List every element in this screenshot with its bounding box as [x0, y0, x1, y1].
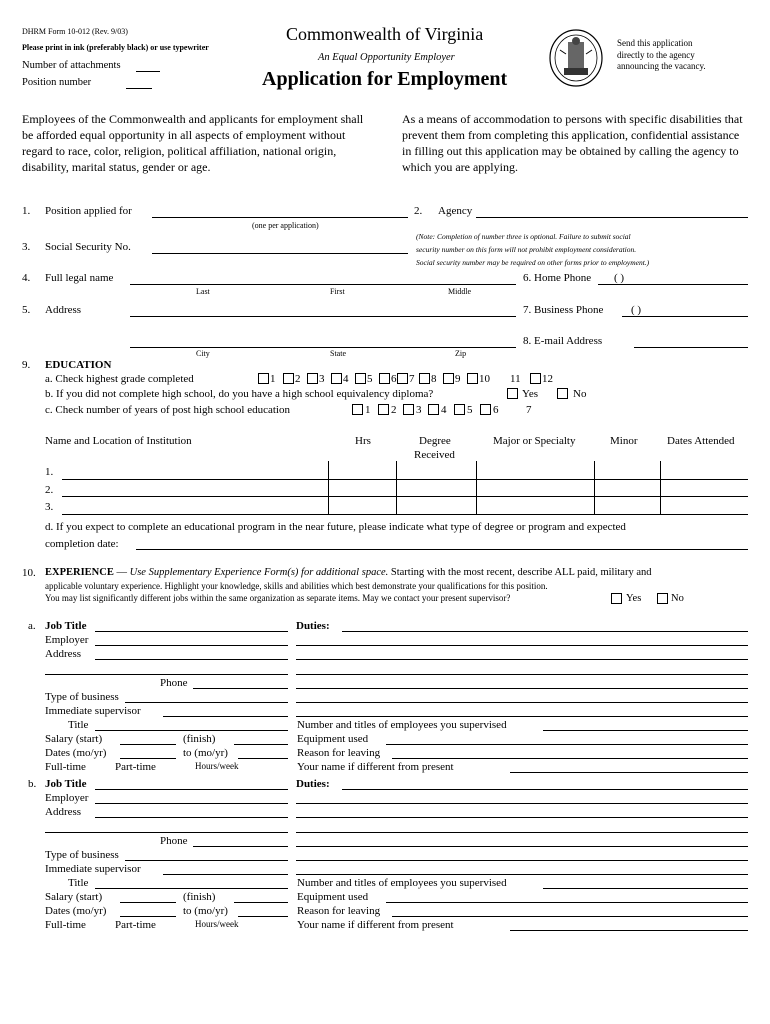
- years-3-checkbox[interactable]: [403, 404, 414, 415]
- attachments-field[interactable]: [136, 71, 160, 72]
- education-heading: EDUCATION: [45, 359, 112, 371]
- grade-8-label: 8: [431, 373, 437, 385]
- ged-yes-checkbox[interactable]: [507, 388, 518, 399]
- job-b-number-titles-label: Number and titles of employees you supervised: [297, 877, 507, 889]
- position-number-label: Position number: [22, 77, 92, 88]
- completion-field[interactable]: [136, 549, 748, 550]
- job-a-employer-label: Employer: [45, 634, 89, 646]
- grade-3-label: 3: [319, 373, 325, 385]
- job-a-duties-line-7[interactable]: [296, 716, 748, 717]
- grade-7-checkbox[interactable]: [397, 373, 408, 384]
- form-id: DHRM Form 10-012 (Rev. 9/03): [22, 27, 128, 36]
- job-b-salary-field[interactable]: [120, 902, 176, 903]
- job-b-duties-line-4[interactable]: [296, 832, 748, 833]
- q5-number: 5.: [22, 304, 31, 316]
- virginia-seal-icon: [548, 28, 604, 88]
- col-dates: Dates Attended: [667, 435, 735, 447]
- job-b-duties-line-6[interactable]: [296, 860, 748, 861]
- grade-4-checkbox[interactable]: [331, 373, 342, 384]
- job-a-duties-line-2[interactable]: [296, 645, 748, 646]
- job-b-type-label: Type of business: [45, 849, 119, 861]
- job-b-fulltime-label: Full-time: [45, 919, 86, 931]
- edu-divider-4: [594, 461, 595, 514]
- job-a-employer-field[interactable]: [95, 645, 288, 646]
- job-b-employer-field[interactable]: [95, 803, 288, 804]
- legal-name-label: Full legal name: [45, 272, 114, 284]
- job-b-address-field[interactable]: [95, 817, 288, 818]
- job-b-to-field[interactable]: [238, 916, 288, 917]
- job-a-job-title-label: Job Title: [45, 620, 87, 632]
- grade-11-label: 11: [510, 373, 521, 385]
- email-field[interactable]: [634, 347, 748, 348]
- col-major: Major or Specialty: [493, 435, 576, 447]
- job-b-finish-field[interactable]: [234, 902, 288, 903]
- job-a-number-titles-label: Number and titles of employees you supervised: [297, 719, 507, 731]
- address-field[interactable]: [130, 316, 516, 317]
- edu-divider-1: [328, 461, 329, 514]
- job-a-to-label: to (mo/yr): [183, 747, 228, 759]
- job-b-supervisor-label: Immediate supervisor: [45, 863, 141, 875]
- q9-number: 9.: [22, 359, 31, 371]
- job-a-equipment-label: Equipment used: [297, 733, 369, 745]
- send-note: [617, 38, 706, 73]
- legal-name-field[interactable]: [130, 284, 516, 285]
- job-b-duties-line-3[interactable]: [296, 817, 748, 818]
- col-degree: Degree: [419, 435, 451, 447]
- grade-12-label: 12: [542, 373, 553, 385]
- years-4-label: 4: [441, 404, 447, 416]
- years-7-label: 7: [526, 404, 532, 416]
- job-a-dates-field[interactable]: [120, 758, 176, 759]
- years-4-checkbox[interactable]: [428, 404, 439, 415]
- form-title: Application for Employment: [262, 68, 508, 90]
- ssn-note-line-1: (Note: Completion of number three is optional. Failure to submit social: [416, 232, 631, 241]
- job-a-letter: a.: [28, 620, 36, 632]
- q1-number: 1.: [22, 205, 31, 217]
- send-note-line-2: directly to the agency: [617, 49, 695, 60]
- job-b-equipment-field[interactable]: [386, 902, 748, 903]
- state-caption: State: [330, 349, 346, 358]
- grade-8-checkbox[interactable]: [419, 373, 430, 384]
- position-label: Position applied for: [45, 205, 132, 217]
- years-3-label: 3: [416, 404, 422, 416]
- education-a-label: a. Check highest grade completed: [45, 373, 194, 385]
- home-phone-field[interactable]: [598, 284, 748, 285]
- job-a-supervisor-label: Immediate supervisor: [45, 705, 141, 717]
- years-2-checkbox[interactable]: [378, 404, 389, 415]
- job-a-duties-line-3[interactable]: [296, 659, 748, 660]
- last-name-caption: Last: [196, 287, 210, 296]
- job-a-type-field[interactable]: [125, 702, 288, 703]
- job-a-duties-label: Duties:: [296, 620, 330, 632]
- job-a-your-name-label: Your name if different from present: [297, 761, 454, 773]
- job-b-address-field-2[interactable]: [45, 832, 288, 833]
- edu-row-3-number: 3.: [45, 501, 54, 513]
- ssn-note-line-3: Social security number may be required on other forms prior to employment.): [416, 258, 650, 267]
- education-b-label: b. If you did not complete high school, do you have a high school equivalency diploma?: [45, 388, 434, 400]
- contact-no-checkbox[interactable]: [657, 593, 668, 604]
- send-note-line-1: Send this application: [617, 38, 693, 48]
- years-2-label: 2: [391, 404, 397, 416]
- edu-row-1-line[interactable]: [62, 479, 748, 480]
- job-a-address-field-2[interactable]: [45, 674, 288, 675]
- agency-field[interactable]: [476, 217, 748, 218]
- job-a-parttime-label: Part-time: [115, 761, 156, 773]
- education-c-label: c. Check number of years of post high school education: [45, 404, 290, 416]
- job-a-title-label: Title: [68, 719, 89, 731]
- job-b-duties-line-2[interactable]: [296, 803, 748, 804]
- job-b-employer-label: Employer: [45, 792, 89, 804]
- job-b-number-titles-field[interactable]: [543, 888, 748, 889]
- job-a-duties-field[interactable]: [342, 631, 748, 632]
- grade-7-label: 7: [409, 373, 415, 385]
- grade-5-checkbox[interactable]: [355, 373, 366, 384]
- job-b-job-title-label: Job Title: [45, 778, 87, 790]
- job-a-dates-label: Dates (mo/yr): [45, 747, 107, 759]
- q4-number: 4.: [22, 272, 31, 284]
- grade-1-label: 1: [270, 373, 276, 385]
- col-hrs: Hrs: [355, 435, 371, 447]
- job-a-duties-line-4[interactable]: [296, 674, 748, 675]
- grade-6-checkbox[interactable]: [379, 373, 390, 384]
- job-b-reason-field[interactable]: [392, 916, 748, 917]
- position-field[interactable]: [152, 217, 408, 218]
- edu-row-3-line[interactable]: [62, 514, 748, 515]
- years-6-label: 6: [493, 404, 499, 416]
- grade-9-label: 9: [455, 373, 461, 385]
- agency-label: Agency: [438, 205, 473, 217]
- job-b-duties-line-5[interactable]: [296, 846, 748, 847]
- grade-9-checkbox[interactable]: [443, 373, 454, 384]
- send-note-line-3: announcing the vacancy.: [617, 61, 706, 71]
- job-a-address-label: Address: [45, 648, 82, 660]
- grade-2-checkbox[interactable]: [283, 373, 294, 384]
- job-b-dates-field[interactable]: [120, 916, 176, 917]
- job-b-duties-line-7[interactable]: [296, 874, 748, 875]
- grade-1-checkbox[interactable]: [258, 373, 269, 384]
- contact-no-label: No: [671, 593, 684, 604]
- job-b-duties-label: Duties:: [296, 778, 330, 790]
- q2-number: 2.: [414, 205, 423, 217]
- job-a-finish-field[interactable]: [234, 744, 288, 745]
- edu-divider-3: [476, 461, 477, 514]
- job-b-type-field[interactable]: [125, 860, 288, 861]
- education-d-label: d. If you expect to complete an educational program in the near future, please indicate what type of degree or program and expected: [45, 521, 626, 533]
- job-b-supervisor-field[interactable]: [163, 874, 288, 875]
- job-a-finish-label: (finish): [183, 733, 216, 745]
- experience-line-2: applicable voluntary experience. Highlight your knowledge, skills and abilities which best demonstrate your qualifications for this position.: [45, 581, 548, 591]
- years-5-label: 5: [467, 404, 473, 416]
- edu-row-2-number: 2.: [45, 484, 54, 496]
- first-name-caption: First: [330, 287, 345, 296]
- grade-2-label: 2: [295, 373, 301, 385]
- contact-yes-label: Yes: [626, 593, 642, 604]
- grade-10-checkbox[interactable]: [467, 373, 478, 384]
- experience-note: Use Supplementary Experience Form(s) for additional space.: [129, 567, 389, 578]
- col-received: Received: [414, 449, 455, 461]
- experience-heading: EXPERIENCE: [45, 567, 114, 578]
- business-phone-area: ( ): [631, 304, 642, 316]
- job-b-parttime-label: Part-time: [115, 919, 156, 931]
- q10-number: 10.: [22, 567, 36, 579]
- ssn-note-line-2: security number on this form will not prohibit employment consideration.: [416, 245, 637, 254]
- page-title: Commonwealth of Virginia: [286, 24, 484, 44]
- edu-divider-5: [660, 461, 661, 514]
- job-b-your-name-label: Your name if different from present: [297, 919, 454, 931]
- job-a-number-titles-field[interactable]: [543, 730, 748, 731]
- job-a-phone-label: Phone: [160, 677, 188, 689]
- intro-accommodation: As a means of accommodation to persons with specific disabilities that prevent them from completing this application, confidential assistance in filling out this application may be obtained by calling the agency to which you are applying.: [402, 112, 743, 174]
- ged-no-checkbox[interactable]: [557, 388, 568, 399]
- job-b-to-label: to (mo/yr): [183, 905, 228, 917]
- grade-6-label: 6: [391, 373, 397, 385]
- years-1-label: 1: [365, 404, 371, 416]
- ssn-note: [416, 230, 649, 269]
- job-a-job-title-field[interactable]: [95, 631, 288, 632]
- address-label: Address: [45, 304, 82, 316]
- email-label: 8. E-mail Address: [523, 335, 603, 347]
- job-a-reason-field[interactable]: [392, 758, 748, 759]
- grade-4-label: 4: [343, 373, 349, 385]
- position-number-field[interactable]: [126, 88, 152, 89]
- job-a-duties-line-6[interactable]: [296, 702, 748, 703]
- experience-instructions: Starting with the most recent, describe ALL paid, military and: [388, 567, 652, 578]
- attachments-label: Number of attachments: [22, 60, 121, 71]
- business-phone-field[interactable]: [622, 316, 748, 317]
- ged-no-label: No: [573, 388, 587, 400]
- edu-divider-2: [396, 461, 397, 514]
- grade-12-checkbox[interactable]: [530, 373, 541, 384]
- city-caption: City: [196, 349, 210, 358]
- job-a-reason-label: Reason for leaving: [297, 747, 381, 759]
- job-b-title-label: Title: [68, 877, 89, 889]
- experience-line-1: [45, 567, 651, 578]
- grade-5-label: 5: [367, 373, 373, 385]
- years-5-checkbox[interactable]: [454, 404, 465, 415]
- edu-row-1-number: 1.: [45, 466, 54, 478]
- job-b-phone-field[interactable]: [193, 846, 288, 847]
- business-phone-label: 7. Business Phone: [523, 304, 604, 316]
- job-b-title-field[interactable]: [95, 888, 288, 889]
- job-a-your-name-field[interactable]: [510, 772, 748, 773]
- job-a-phone-field[interactable]: [193, 688, 288, 689]
- ged-yes-label: Yes: [522, 388, 539, 400]
- job-b-job-title-field[interactable]: [95, 789, 288, 790]
- job-a-salary-field[interactable]: [120, 744, 176, 745]
- grade-10-label: 10: [479, 373, 490, 385]
- job-a-salary-label: Salary (start): [45, 733, 103, 745]
- q3-number: 3.: [22, 241, 31, 253]
- job-a-duties-line-5[interactable]: [296, 688, 748, 689]
- years-1-checkbox[interactable]: [352, 404, 363, 415]
- edu-row-2-line[interactable]: [62, 496, 748, 497]
- ssn-field[interactable]: [152, 253, 408, 254]
- job-b-dates-label: Dates (mo/yr): [45, 905, 107, 917]
- job-b-reason-label: Reason for leaving: [297, 905, 381, 917]
- one-per-note: (one per application): [252, 221, 319, 230]
- city-state-zip-field[interactable]: [130, 347, 516, 348]
- job-a-equipment-field[interactable]: [386, 744, 748, 745]
- ssn-label: Social Security No.: [45, 241, 131, 253]
- job-b-phone-label: Phone: [160, 835, 188, 847]
- job-b-equipment-label: Equipment used: [297, 891, 369, 903]
- home-phone-label: 6. Home Phone: [523, 272, 592, 284]
- intro-equal-opportunity: Employees of the Commonwealth and applicants for employment shall be afforded equal opportunity in all aspects of employment without regard to race, color, religion, political affiliation, national origin, disability, marital status, gender or age.: [22, 112, 364, 174]
- years-6-checkbox[interactable]: [480, 404, 491, 415]
- job-b-your-name-field[interactable]: [510, 930, 748, 931]
- job-a-supervisor-field[interactable]: [163, 716, 288, 717]
- middle-name-caption: Middle: [448, 287, 472, 296]
- grade-3-checkbox[interactable]: [307, 373, 318, 384]
- col-institution: Name and Location of Institution: [45, 435, 192, 447]
- job-b-salary-label: Salary (start): [45, 891, 103, 903]
- job-a-hours-label: Hours/week: [195, 761, 239, 771]
- job-a-type-label: Type of business: [45, 691, 119, 703]
- job-a-fulltime-label: Full-time: [45, 761, 86, 773]
- experience-dash: —: [113, 567, 130, 578]
- home-phone-area: ( ): [614, 272, 625, 284]
- subtitle: An Equal Opportunity Employer: [318, 52, 455, 63]
- experience-line-3: You may list significantly different jobs within the same organization as separate items. May we contact your present supervisor?: [45, 593, 511, 603]
- job-a-to-field[interactable]: [238, 758, 288, 759]
- job-b-duties-field[interactable]: [342, 789, 748, 790]
- job-b-hours-label: Hours/week: [195, 919, 239, 929]
- job-b-finish-label: (finish): [183, 891, 216, 903]
- job-a-address-field[interactable]: [95, 659, 288, 660]
- job-a-title-field[interactable]: [95, 730, 288, 731]
- print-note: Please print in ink (preferably black) or use typewriter: [22, 43, 209, 52]
- contact-yes-checkbox[interactable]: [611, 593, 622, 604]
- zip-caption: Zip: [455, 349, 467, 358]
- completion-label: completion date:: [45, 538, 119, 550]
- job-b-address-label: Address: [45, 806, 82, 818]
- col-minor: Minor: [610, 435, 638, 447]
- job-b-letter: b.: [28, 778, 37, 790]
